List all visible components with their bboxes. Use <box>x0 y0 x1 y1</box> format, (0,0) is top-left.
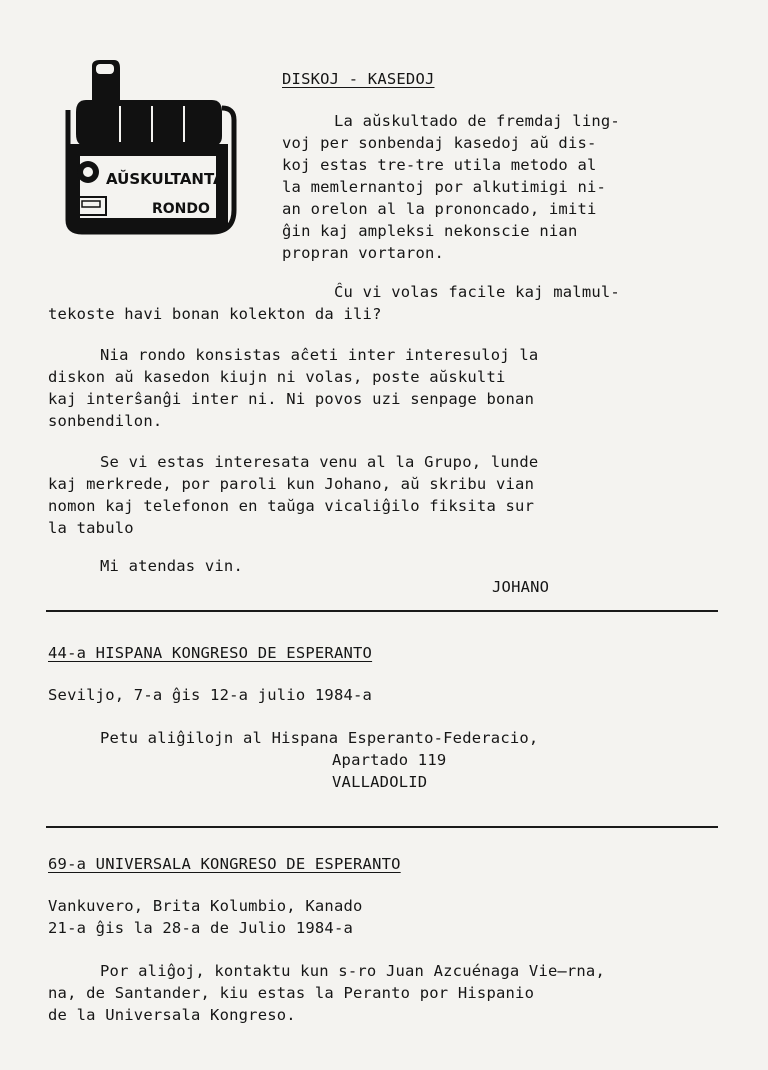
section3-heading: 69-a UNIVERSALA KONGRESO DE ESPERANTO <box>48 855 401 873</box>
section2-address-line1: Petu aliĝilojn al Hispana Esperanto-Federacio, <box>100 729 539 747</box>
section3-body-line3: de la Universala Kongreso. <box>48 1006 296 1024</box>
section1-p4-line4: la tabulo <box>48 519 134 537</box>
section3-dates: 21-a ĝis la 28-a de Julio 1984-a <box>48 919 354 937</box>
section1-p1-line3: koj estas tre-tre utila metodo al <box>282 156 597 174</box>
divider-2 <box>46 826 718 828</box>
section1-p4-line3: nomon kaj telefonon en taŭga vicaliĝilo fiksita sur <box>48 497 535 515</box>
section1-p2-line2: tekoste havi bonan kolekton da ili? <box>48 305 382 323</box>
divider-1 <box>46 610 718 612</box>
section2-address-line3: VALLADOLID <box>332 773 428 791</box>
section1-p3-line4: sonbendilon. <box>48 412 163 430</box>
section1-p3-line1: Nia rondo konsistas aĉeti inter interesuloj la <box>100 346 539 364</box>
section1-signature: JOHANO <box>492 578 550 596</box>
section3-body-line1: Por aliĝoj, kontaktu kun s-ro Juan Azcuénaga Vie̶rna, <box>100 962 605 980</box>
section2-address-line2: Apartado 119 <box>332 751 447 769</box>
section1-p1-line6: ĝin kaj ampleksi nekonscie nian <box>282 222 578 240</box>
section3-place: Vankuvero, Brita Kolumbio, Kanado <box>48 897 363 915</box>
section1-p2-line1: Ĉu vi volas facile kaj malmul- <box>334 283 620 301</box>
section1-p3-line3: kaj interŝanĝi inter ni. Ni povos uzi senpage bonan <box>48 390 535 408</box>
auskultanta-rondo-logo <box>62 60 238 238</box>
section1-p4-line1: Se vi estas interesata venu al la Grupo, lunde <box>100 453 539 471</box>
section1-p1-line1: La aŭskultado de fremdaj ling- <box>334 112 620 130</box>
section1-p1-line4: la memlernantoj por alkutimigi ni- <box>282 178 607 196</box>
section1-p3-line2: diskon aŭ kasedon kiujn ni volas, poste aŭskulti <box>48 368 506 386</box>
section1-p1-line2: voj per sonbendaj kasedoj aŭ dis- <box>282 134 597 152</box>
section1-heading: DISKOJ - KASEDOJ <box>282 70 435 88</box>
section2-dates: Seviljo, 7-a ĝis 12-a julio 1984-a <box>48 686 373 704</box>
section3-body-line2: na, de Santander, kiu estas la Peranto por Hispanio <box>48 984 535 1002</box>
logo-text-line2: RONDO <box>152 201 210 217</box>
section1-p1-line5: an orelon al la prononcado, imiti <box>282 200 597 218</box>
section2-heading: 44-a HISPANA KONGRESO DE ESPERANTO <box>48 644 373 662</box>
logo-text-line1: AŬSKULTANTA <box>106 170 225 188</box>
section1-p4-line2: kaj merkrede, por paroli kun Johano, aŭ skribu vian <box>48 475 535 493</box>
section1-closing: Mi atendas vin. <box>100 557 243 575</box>
section1-p1-line7: propran vortaron. <box>282 244 445 262</box>
